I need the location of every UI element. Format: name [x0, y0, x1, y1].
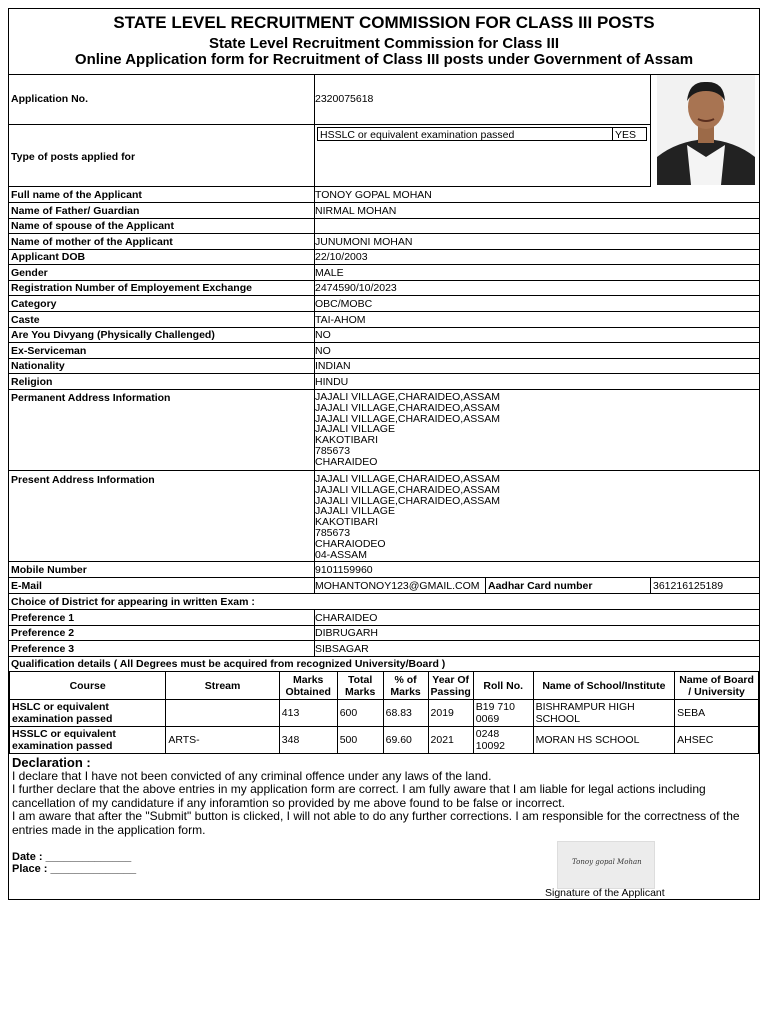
photo-cell	[650, 75, 759, 187]
field-row	[9, 328, 759, 343]
table-cell: B19 710 0069	[473, 700, 533, 727]
column-header: Stream	[166, 672, 279, 700]
field-label: Gender	[11, 267, 48, 279]
column-header: Year Of Passing	[428, 672, 473, 700]
signature-image	[557, 841, 655, 889]
field-label: Are You Divyang (Physically Challenged)	[11, 329, 215, 341]
email-row	[9, 578, 759, 594]
permanent-address-value: JAJALI VILLAGE,CHARAIDEO,ASSAM JAJALI VILLAGE,CHARAIDEO,ASSAM JAJALI VILLAGE,CHARAIDEO,ASSAM JAJALI VILLAGE KAKOTIBARI 785673 CHARAIDEO	[315, 391, 500, 468]
field-label: Category	[11, 298, 57, 310]
form-header	[9, 9, 759, 75]
field-value: NO	[315, 345, 331, 357]
table-cell: MORAN HS SCHOOL	[533, 727, 675, 754]
table-cell: SEBA	[675, 700, 759, 727]
preference-row	[9, 610, 759, 626]
application-no-value: 2320075618	[315, 93, 374, 105]
district-heading-row	[9, 594, 759, 610]
field-row	[9, 296, 759, 312]
table-cell: AHSEC	[675, 727, 759, 754]
present-address-value: JAJALI VILLAGE,CHARAIDEO,ASSAM JAJALI VILLAGE,CHARAIDEO,ASSAM JAJALI VILLAGE,CHARAIDEO,ASSAM JAJALI VILLAGE KAKOTIBARI 785673 CHARAIODEO 04-ASSAM	[315, 473, 500, 561]
field-value: TAI-AHOM	[315, 314, 366, 326]
table-cell: 600	[337, 700, 383, 727]
qualification-table	[9, 671, 759, 754]
permanent-address-label: Permanent Address Information	[11, 392, 171, 404]
field-label: Registration Number of Employement Exchange	[11, 282, 252, 294]
field-row	[9, 359, 759, 374]
table-cell: BISHRAMPUR HIGH SCHOOL	[533, 700, 675, 727]
signature-label: Signature of the Applicant	[545, 887, 665, 899]
posts-label: Type of posts applied for	[11, 151, 136, 163]
mobile-row	[9, 562, 759, 578]
field-value: JUNUMONI MOHAN	[315, 236, 413, 248]
column-header: Roll No.	[473, 672, 533, 700]
applicant-photo	[657, 75, 755, 185]
table-header-row	[10, 672, 759, 700]
mobile-label: Mobile Number	[11, 564, 87, 576]
application-no-row	[9, 75, 651, 125]
table-row	[10, 700, 759, 727]
email-value: MOHANTONOY123@GMAIL.COM	[315, 580, 480, 592]
post-answer: YES	[615, 129, 637, 141]
email-label: E-Mail	[11, 580, 42, 592]
field-label: Name of mother of the Applicant	[11, 236, 173, 248]
table-cell: 500	[337, 727, 383, 754]
column-header: Name of Board / University	[675, 672, 759, 700]
table-cell: 348	[279, 727, 337, 754]
table-cell: HSLC or equivalent examination passed	[10, 700, 166, 727]
preference-value: CHARAIDEO	[315, 612, 378, 624]
present-address-label: Present Address Information	[11, 474, 155, 486]
application-no-label: Application No.	[11, 93, 88, 105]
page-title: STATE LEVEL RECRUITMENT COMMISSION FOR CLASS III POSTS	[113, 13, 655, 32]
page-subtitle: State Level Recruitment Commission for Class III	[208, 35, 560, 52]
date-field: Date : ______________	[12, 851, 132, 863]
column-header: Total Marks	[337, 672, 383, 700]
field-row	[9, 374, 759, 390]
field-value: 22/10/2003	[315, 251, 368, 263]
field-row	[9, 265, 759, 281]
field-value: HINDU	[315, 376, 349, 388]
field-label: Ex-Serviceman	[11, 345, 87, 357]
field-row	[9, 219, 759, 234]
field-label: Caste	[11, 314, 40, 326]
field-row	[9, 343, 759, 359]
field-value: 2474590/10/2023	[315, 282, 397, 294]
field-value: NO	[315, 329, 331, 341]
application-form	[8, 8, 760, 900]
declaration-text: I declare that I have not been convicted of any criminal offence under any laws of the land.	[12, 768, 492, 783]
qualification-heading: Qualification details ( All Degrees must be acquired from recognized University/Board )	[11, 658, 446, 670]
field-row	[9, 203, 759, 219]
column-header: Marks Obtained	[279, 672, 337, 700]
table-cell: 69.60	[383, 727, 428, 754]
aadhar-label: Aadhar Card number	[488, 580, 593, 592]
post-name: HSSLC or equivalent examination passed	[320, 129, 515, 141]
field-row	[9, 187, 759, 203]
present-address-row	[9, 471, 759, 562]
preference-value: SIBSAGAR	[315, 643, 369, 655]
preference-value: DIBRUGARH	[315, 627, 379, 639]
field-label: Name of Father/ Guardian	[11, 205, 140, 217]
place-field: Place : ______________	[12, 863, 137, 875]
field-label: Name of spouse of the Applicant	[11, 220, 174, 232]
field-label: Religion	[11, 376, 53, 388]
field-label: Full name of the Applicant	[11, 189, 142, 201]
preference-label: Preference 1	[11, 612, 75, 624]
field-label: Nationality	[11, 360, 65, 372]
mobile-value: 9101159960	[315, 564, 373, 576]
field-value: OBC/MOBC	[315, 298, 373, 310]
table-cell: 2021	[428, 727, 473, 754]
aadhar-value: 361216125189	[653, 580, 724, 592]
table-cell: ARTS-	[166, 727, 279, 754]
preference-row	[9, 626, 759, 641]
posts-row	[9, 125, 651, 187]
field-row	[9, 250, 759, 265]
table-cell: 2019	[428, 700, 473, 727]
column-header: % of Marks	[383, 672, 428, 700]
field-value: NIRMAL MOHAN	[315, 205, 397, 217]
declaration-heading: Declaration :	[12, 755, 91, 770]
table-cell: HSSLC or equivalent examination passed	[10, 727, 166, 754]
preference-label: Preference 2	[11, 627, 75, 639]
preference-row	[9, 641, 759, 657]
district-heading: Choice of District for appearing in written Exam :	[11, 596, 255, 608]
table-cell	[166, 700, 279, 727]
preference-label: Preference 3	[11, 643, 75, 655]
field-value: TONOY GOPAL MOHAN	[315, 189, 432, 201]
field-value: INDIAN	[315, 360, 351, 372]
declaration-text: I further declare that the above entries in my application form are correct. I am fully aware that I am liable for legal actions including cancellation of my candidature if any inforamtion so provided by me above found to be false or incorrect.	[12, 782, 706, 810]
table-cell: 0248 10092	[473, 727, 533, 754]
field-value: MALE	[315, 267, 344, 279]
table-row	[10, 727, 759, 754]
qualification-heading-row	[9, 657, 759, 671]
field-row	[9, 234, 759, 250]
table-cell: 413	[279, 700, 337, 727]
post-choice-box	[317, 127, 647, 141]
declaration-text: I am aware that after the "Submit" button is clicked, I will not able to do any further corrections. I am responsible for the correctness of the entries made in the application form.	[12, 809, 740, 837]
table-cell: 68.83	[383, 700, 428, 727]
signature-text: Tonoy gopal Mohan	[572, 858, 642, 866]
field-row	[9, 312, 759, 328]
page-subtitle-2: Online Application form for Recruitment of Class III posts under Government of Assam	[74, 51, 694, 68]
field-label: Applicant DOB	[11, 251, 86, 263]
column-header: Course	[10, 672, 166, 700]
permanent-address-row	[9, 390, 759, 471]
field-row	[9, 281, 759, 296]
column-header: Name of School/Institute	[533, 672, 675, 700]
